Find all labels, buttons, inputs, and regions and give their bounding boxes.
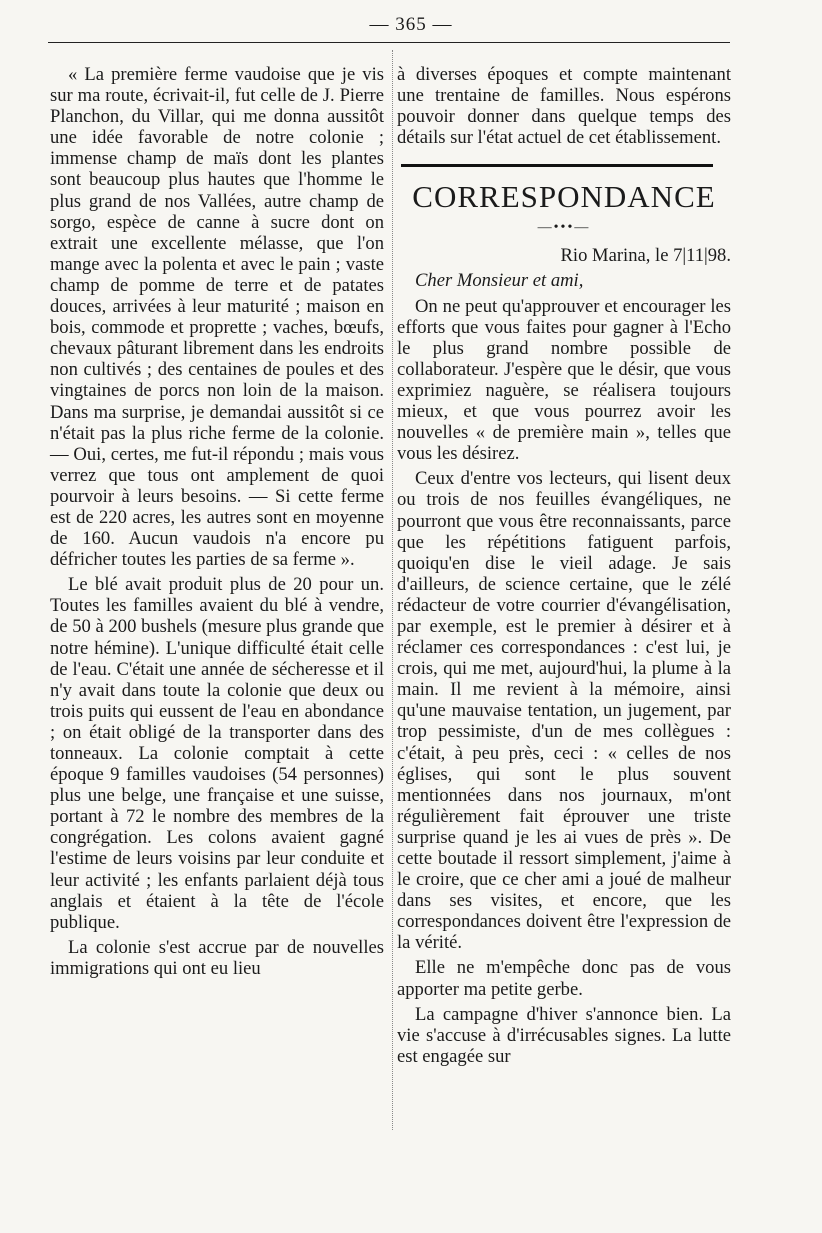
- paragraph: « La première ferme vaudoise que je vis sur ma route, écrivait-il, fut celle de J. Pierre Planchon, du Villar, qui me donna aussitôt une idée favorable de notre colonie ; immense champ de maïs dont les plantes sont beaucoup plus hautes que l'homme le plus grand de nos Vallées, autre champ de sorgo, espèce de canne à sucre dont on extrait une excellente mélasse, que l'on mange avec la polenta et avec le pain ; vaste champ de pomme de terre et de patates douces, arrivées à leur maturité ; maison en bois, commode et proprette ; vaches, bœufs, chevaux pâturant librement dans les endroits non cultivés ; des centaines de poules et des vingtaines de porcs non loin de la maison. Dans ma surprise, je demandai aussitôt si ce n'était pas la plus riche ferme de la colonie. — Oui, certes, me fut-il répondu ; mais vous verrez que tous ont amplement de quoi pourvoir à leurs besoins. — Si cette ferme est de 220 acres, les autres sont en moyenne de 160. Aucun vaudois n'a encore pu défricher toutes les parties de sa ferme ».: [50, 64, 384, 571]
- letter-dateline: Rio Marina, le 7|11|98.: [560, 245, 731, 267]
- paragraph: La colonie s'est accrue par de nouvelles immigrations qui ont eu lieu: [50, 936, 384, 979]
- left-column: [50, 64, 384, 983]
- page-number: — 365 —: [369, 14, 453, 35]
- section-heading: CORRESPONDANCE: [412, 179, 716, 215]
- paragraph: On ne peut qu'approuver et encourager les efforts que vous faites pour gagner à l'Echo le plus grand nombre possible de collaborateur. J'espère que le désir, que vous exprimiez naguère, se réalisera toujours mieux, et que vous pourrez avoir les nouvelles « de première main », telles que vous les désirez.: [397, 295, 731, 465]
- paragraph: Elle ne m'empêche donc pas de vous apporter ma petite gerbe.: [397, 957, 731, 1000]
- letter-salutation: Cher Monsieur et ami,: [415, 270, 584, 292]
- section-divider: [401, 164, 713, 167]
- paragraph: à diverses époques et compte maintenant une trentaine de familles. Nous espérons pouvoir donner dans quelque temps des détails sur l'état actuel de cet établissement.: [397, 64, 731, 149]
- ornament: —•••—: [537, 220, 591, 236]
- header-rule: [48, 42, 730, 43]
- paragraph: La campagne d'hiver s'annonce bien. La vie s'accuse à d'irrécusables signes. La lutte est engagée sur: [397, 1003, 731, 1067]
- paragraph: Ceux d'entre vos lecteurs, qui lisent deux ou trois de nos feuilles évangéliques, ne pourront que vous être reconnaissants, parce que les répétitions fatiguent parfois, quoiqu'en dise le vieil adage. Je sais d'ailleurs, de science certaine, que le zélé rédacteur de votre courrier d'évangélisation, par exemple, est le premier à désirer et à réclamer ces correspondances : c'est lui, je crois, qui me met, aujourd'hui, la plume à la main. Il me revient à la mémoire, ainsi qu'une mauvaise tentation, un jugement, par trop pessimiste, d'un de mes collègues : c'était, à peu près, ceci : « celles de nos églises, qui sont le plus souvent mentionnées dans nos journaux, m'ont régulièrement fait éprouver une triste surprise quand je les ai vues de près ». De cette boutade il ressort simplement, j'aime à le croire, que ce cher ami a joué de malheur dans ses visites, et encore, que les correspondances doivent être l'expression de la vérité.: [397, 468, 731, 954]
- column-separator: [392, 50, 393, 1130]
- right-column: [397, 64, 731, 1071]
- paragraph: Le blé avait produit plus de 20 pour un. Toutes les familles avaient du blé à vendre, de 50 à 200 bushels (mesure plus grande que notre hémine). L'unique difficulté était celle de l'eau. C'était une année de sécheresse et il n'y avait dans toute la colonie que deux ou trois puits qui eussent de l'eau en abondance ; on était obligé de la transporter dans des tonneaux. La colonie comptait à cette époque 9 familles vaudoises (54 personnes) plus une belge, une française et une suisse, portant à 72 le nombre des membres de la congrégation. Les colons avaient gagné l'estime de leurs voisins par leur conduite et leur activité ; les enfants parlaient déjà tous anglais et étaient à la tête de l'école publique.: [50, 574, 384, 933]
